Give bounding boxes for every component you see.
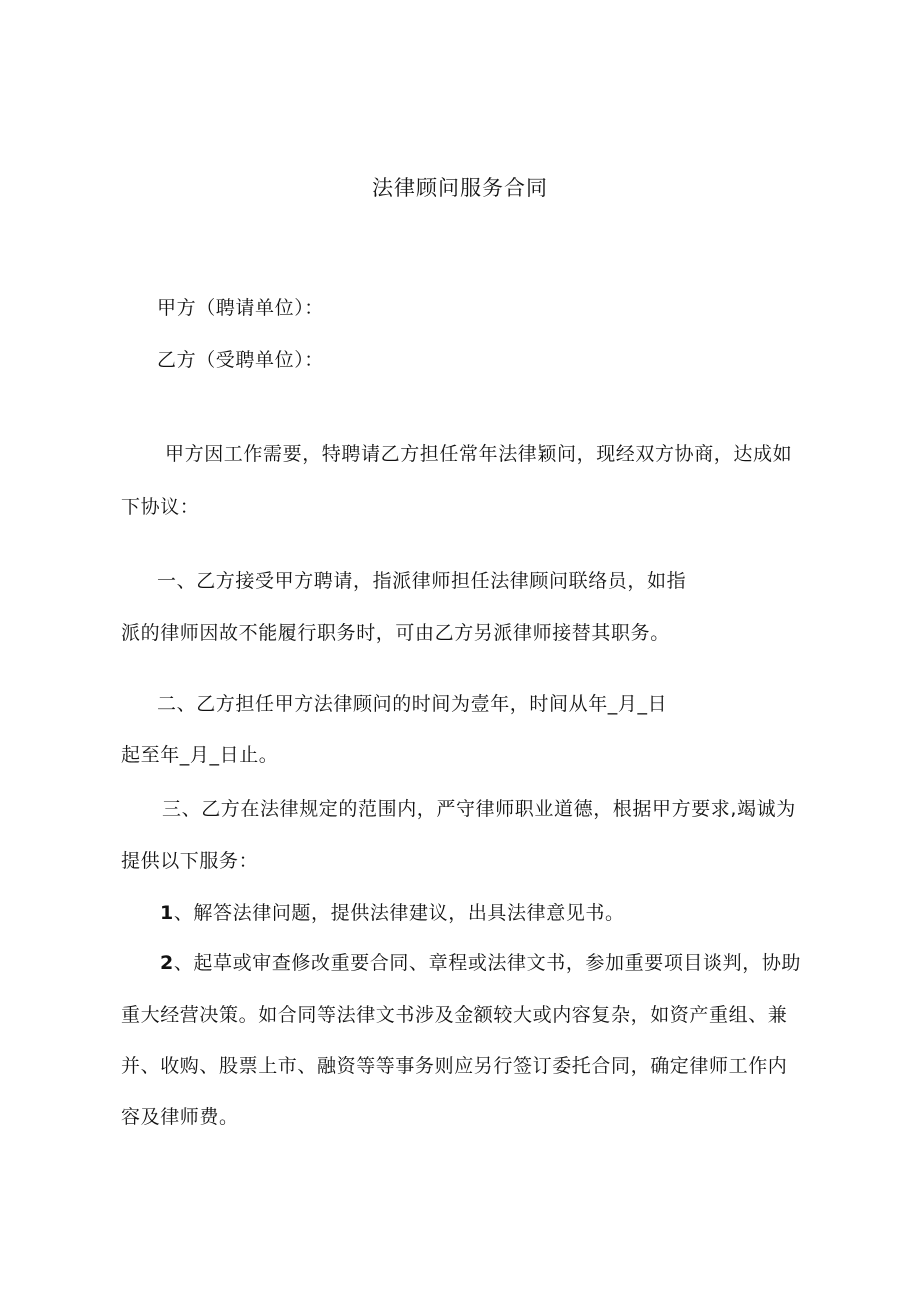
- party-a-label: 甲方（聘请单位）：: [157, 297, 324, 319]
- item-1: [160, 900, 625, 926]
- item-2-number: 2: [160, 952, 174, 974]
- clause-2-line-1: 二、乙方担任甲方法律顾问的时间为壹年，时间从年_月_日: [157, 693, 668, 715]
- item-1-number: 1: [160, 902, 174, 924]
- intro-line-1: 甲方因工作需要，特聘请乙方担任常年法律颖问，现经双方协商，达成如: [165, 443, 793, 465]
- clause-2-line-2: 起至年_月_日止。: [121, 744, 279, 766]
- document-title: 法律顾问服务合同: [372, 176, 548, 200]
- clause-3-line-2: 提供以下服务：: [121, 850, 259, 872]
- item-2-line-2: 重大经营决策。如合同等法律文书涉及金额较大或内容复杂，如资产重组、兼: [121, 1004, 788, 1026]
- clause-1-line-2: 派的律师因故不能履行职务时，可由乙方另派律师接替其职务。: [121, 622, 670, 644]
- item-2-line-1: [160, 950, 801, 976]
- item-1-text: 、解答法律问题，提供法律建议，出具法律意见书。: [173, 902, 625, 924]
- intro-line-2: 下协议：: [121, 496, 200, 518]
- clause-1-line-1: 一、乙方接受甲方聘请，指派律师担任法律顾问联络员，如指: [157, 570, 687, 592]
- party-b-label: 乙方（受聘单位）：: [157, 349, 324, 371]
- item-2-text: 、起草或审查修改重要合同、章程或法律文书，参加重要项目谈判，协助: [173, 952, 802, 974]
- item-2-line-4: 容及律师费。: [121, 1106, 239, 1128]
- item-2-line-3: 并、收购、股票上市、融资等等事务则应另行签订委托合同，确定律师工作内: [121, 1055, 788, 1077]
- clause-3-line-1: 三、乙方在法律规定的范围内，严守律师职业道德，根据甲方要求,竭诚为: [162, 798, 796, 820]
